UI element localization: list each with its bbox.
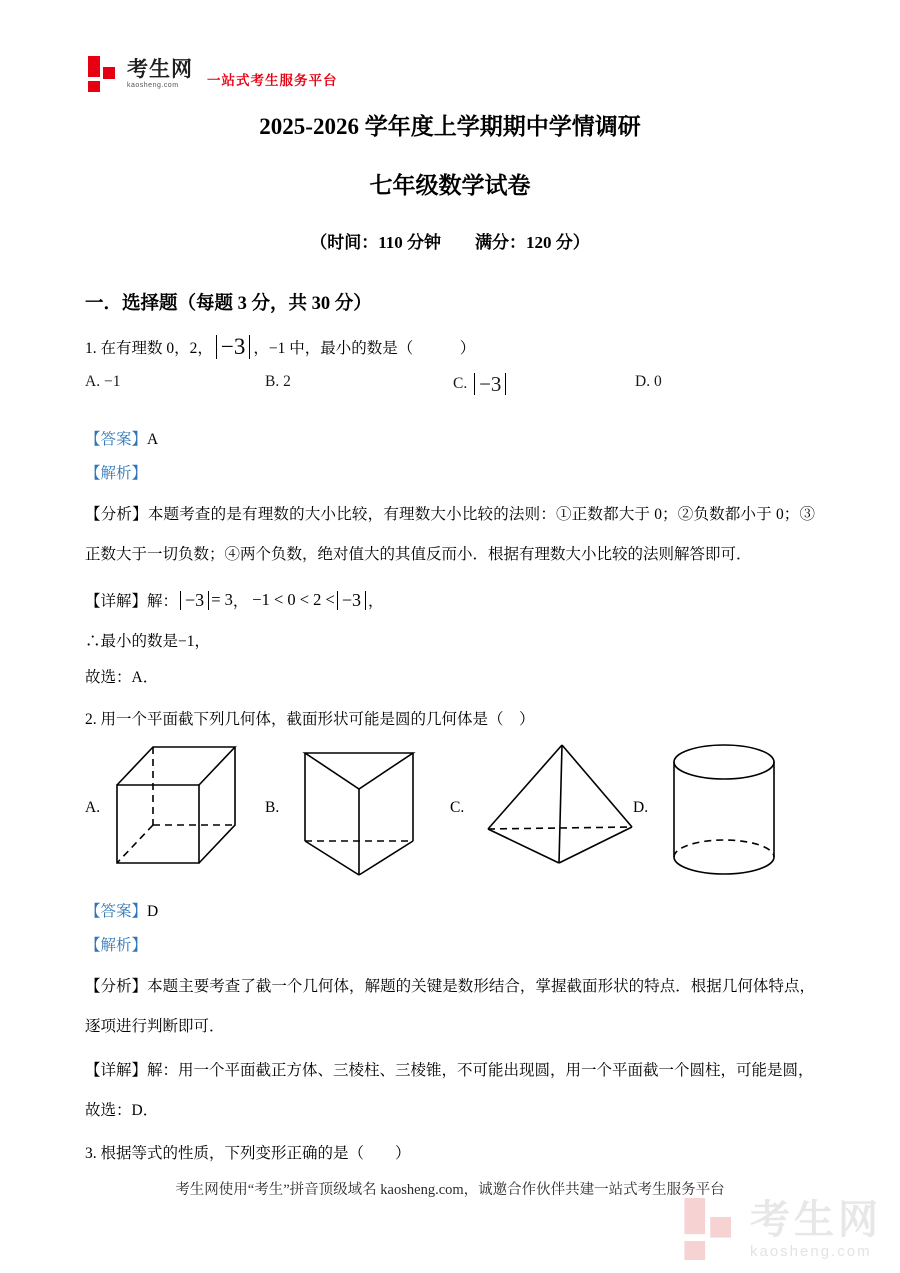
question-3-stem: 3. 根据等式的性质，下列变形正确的是（ ） [85,1145,411,1163]
q2-jiexi-line [85,921,815,955]
q1-jiexi-line [85,449,815,483]
q2-figure-b-label: B. [265,799,280,817]
site-logo [88,56,338,92]
q1-option-c [453,373,509,395]
exam-body [0,253,900,1163]
q2-choose: 故选：D． [85,1102,159,1120]
analysis-label: 【分析】 [85,978,148,996]
question-1-stem [85,315,815,359]
section-choice-heading: 一．选择题（每题 3 分，共 30 分） [85,294,372,314]
kaosheng-watermark-icon [684,1198,740,1260]
q2-analysis-paragraph [85,955,815,1047]
q2-detail-paragraph [85,1047,815,1131]
q1-analysis-text: 本题考查的是有理数的大小比较，有理数大小比较的法则：①正数都大于 0；②负数都小于 0；③正数大于一切负数；④两个负数，绝对值大的其值反而小．根据有理数大小比较的法则解答即可． [85,506,815,564]
watermark-domain: kaosheng.com [750,1242,872,1260]
q1-conclusion: ∴最小的数是−1， [85,633,210,651]
logo-domain: kaosheng.com [127,82,179,89]
kaosheng-watermark [684,1198,882,1260]
q1-detail-comma2: ， [368,593,384,611]
answer-label: 【答案】 [85,903,148,921]
q1-option-b-text: 2 [283,373,291,391]
time-score-line: （时间：110 分钟 满分：120 分） [310,233,590,252]
q1-answer-line [85,415,815,449]
watermark-text-block [750,1197,882,1260]
q1-detail-eq: = 3 [211,590,233,610]
logo-tagline: 一站式考生服务平台 [207,73,338,88]
q2-analysis-text: 本题主要考查了截一个几何体，解题的关键是数形结合，掌握截面形状的特点．根据几何体特点，逐项进行判断即可． [85,978,815,1036]
q1-option-d-label: D. [635,373,651,391]
q1-detail-comma1: ， [232,593,249,611]
q1-abs-value: −3 [216,335,250,359]
q1-stem-prefix: 1. 在有理数 0，2， [85,340,213,358]
question-2-figures [85,737,815,887]
answer-label: 【答案】 [85,431,148,449]
watermark-name: 考生网 [750,1197,882,1242]
detail-label: 【详解】 [85,593,148,611]
q1-stem-suffix: ，−1 中，最小的数是（ ） [253,340,476,358]
q1-detail-line [85,575,815,611]
q2-figure-c-label: C. [450,799,465,817]
cube-figure [109,737,245,867]
cylinder-figure [667,737,781,879]
q2-answer-line [85,887,815,921]
q1-option-c-abs: −3 [474,373,506,395]
q1-detail-abs1: −3 [180,591,209,610]
q1-detail-abs2: −3 [337,591,366,610]
q1-answer-value: A [147,431,159,449]
jiexi-label: 【解析】 [85,937,148,955]
q1-option-d [635,373,662,391]
q1-analysis-paragraph [85,483,815,575]
q1-option-b-label: B. [265,373,280,391]
q1-option-b [265,373,291,391]
q1-option-a-text: −1 [103,373,121,391]
q1-choose: 故选：A． [85,669,159,687]
q1-option-c-label: C. [453,375,468,393]
q1-detail-pre: 解： [147,593,179,611]
kaosheng-logo-icon [88,56,120,92]
exam-subtitle: 七年级数学试卷 [369,173,531,198]
q1-option-a [85,373,120,391]
triangular-pyramid-figure [480,737,640,877]
triangular-prism-figure [297,737,419,877]
q1-option-a-label: A. [85,373,101,391]
q2-figure-a-label: A. [85,799,101,817]
question-1-options [85,373,815,415]
exam-title: 2025-2026 学年度上学期期中学情调研 [259,114,641,139]
question-2-stem: 2. 用一个平面截下列几何体，截面形状可能是圆的几何体是（ ） [85,711,535,729]
q1-detail-chain: −1 < 0 < 2 < [252,590,335,610]
q2-detail-text: 解：用一个平面截正方体、三棱柱、三棱锥，不可能出现圆，用一个平面截一个圆柱，可能是圆， [147,1062,814,1080]
analysis-label: 【分析】 [85,506,148,524]
detail-label: 【详解】 [85,1062,148,1080]
logo-text-block [127,59,193,89]
jiexi-label: 【解析】 [85,465,148,483]
logo-name: 考生网 [127,58,193,81]
q2-figure-d-label: D. [633,799,649,817]
q2-answer-value: D [147,903,159,921]
footer-text: 考生网使用“考生”拼音顶级域名 kaosheng.com，诚邀合作伙伴共建一站式考生服务平台 [175,1182,725,1198]
q1-option-d-text: 0 [653,373,662,391]
